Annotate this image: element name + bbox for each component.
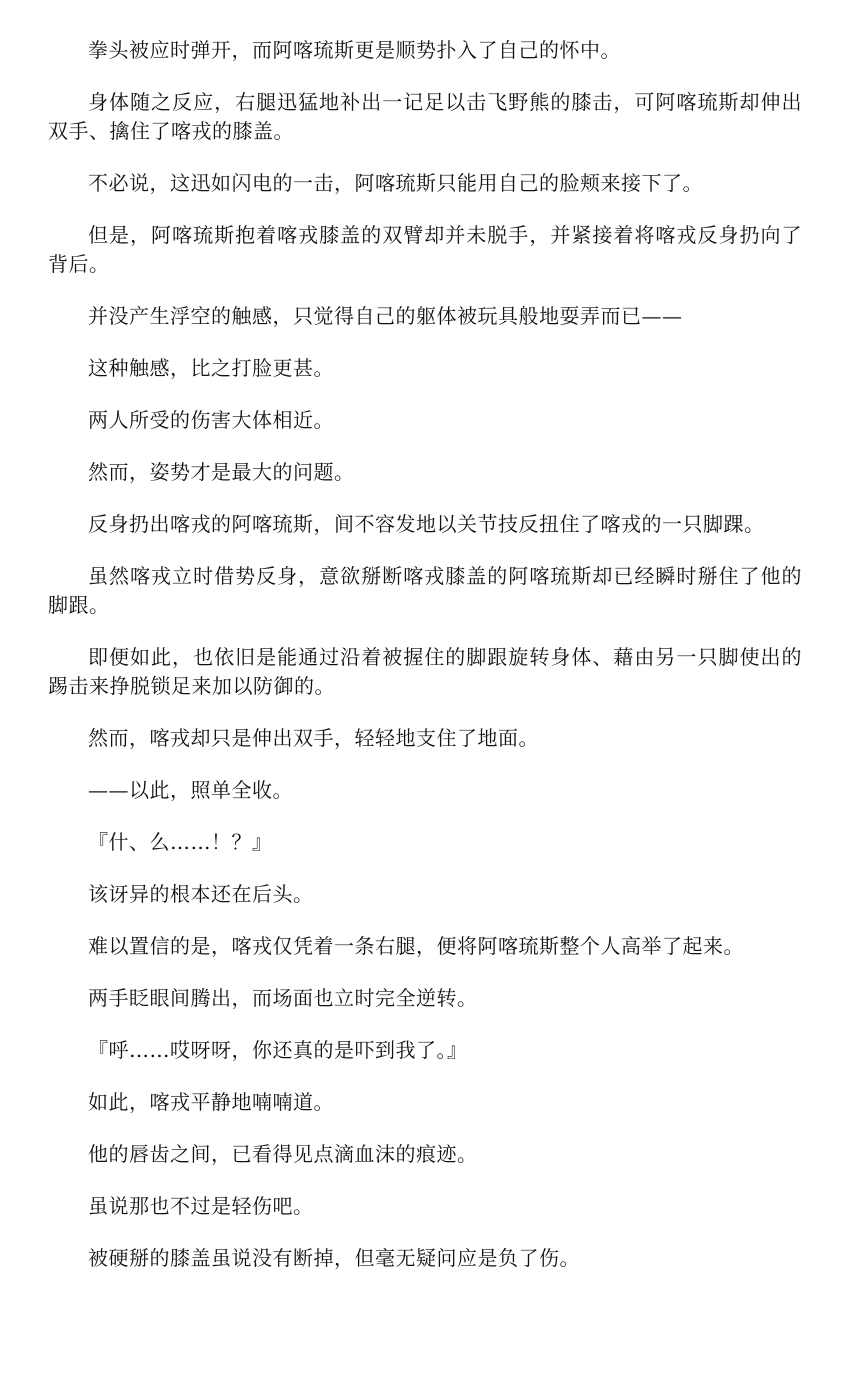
paragraph: 即便如此，也依旧是能通过沿着被握住的脚跟旋转身体、藉由另一只脚使出的踢击来挣脱锁足来加以防御的。 <box>48 645 802 698</box>
paragraph: 被硬掰的膝盖虽说没有断掉，但毫无疑问应是负了伤。 <box>88 1246 580 1270</box>
paragraph: 不必说，这迅如闪电的一击，阿喀琉斯只能用自己的脸颊来接下了。 <box>88 171 703 195</box>
paragraph: 反身扔出喀戎的阿喀琉斯，间不容发地以关节技反扭住了喀戎的一只脚踝。 <box>88 512 765 536</box>
paragraph: 『什、么……！？』 <box>88 830 273 854</box>
paragraph: 然而，喀戎却只是伸出双手，轻轻地支住了地面。 <box>88 726 539 750</box>
paragraph: 然而，姿势才是最大的问题。 <box>88 460 355 484</box>
paragraph: 两人所受的伤害大体相近。 <box>88 408 334 432</box>
paragraph: ——以此，照单全收。 <box>88 778 293 802</box>
paragraph: 他的唇齿之间，已看得见点滴血沫的痕迹。 <box>88 1142 478 1166</box>
paragraph: 『呼……哎呀呀，你还真的是吓到我了。』 <box>88 1038 468 1062</box>
paragraph: 虽然喀戎立时借势反身，意欲掰断喀戎膝盖的阿喀琉斯却已经瞬时掰住了他的脚跟。 <box>48 564 802 617</box>
paragraph: 难以置信的是，喀戎仅凭着一条右腿，便将阿喀琉斯整个人高举了起来。 <box>88 934 744 958</box>
paragraph: 但是，阿喀琉斯抱着喀戎膝盖的双臂却并未脱手，并紧接着将喀戎反身扔向了背后。 <box>48 223 802 276</box>
paragraph: 身体随之反应，右腿迅猛地补出一记足以击飞野熊的膝击，可阿喀琉斯却伸出双手、擒住了喀戎的膝盖。 <box>48 90 802 143</box>
paragraph: 并没产生浮空的触感，只觉得自己的躯体被玩具般地耍弄而已—— <box>88 304 683 328</box>
paragraph: 拳头被应时弹开，而阿喀琉斯更是顺势扑入了自己的怀中。 <box>88 38 621 62</box>
paragraph: 该讶异的根本还在后头。 <box>88 882 314 906</box>
paragraph: 这种触感，比之打脸更甚。 <box>88 356 334 380</box>
paragraph: 两手眨眼间腾出，而场面也立时完全逆转。 <box>88 986 478 1010</box>
paragraph: 虽说那也不过是轻伤吧。 <box>88 1194 314 1218</box>
paragraph: 如此，喀戎平静地喃喃道。 <box>88 1090 334 1114</box>
